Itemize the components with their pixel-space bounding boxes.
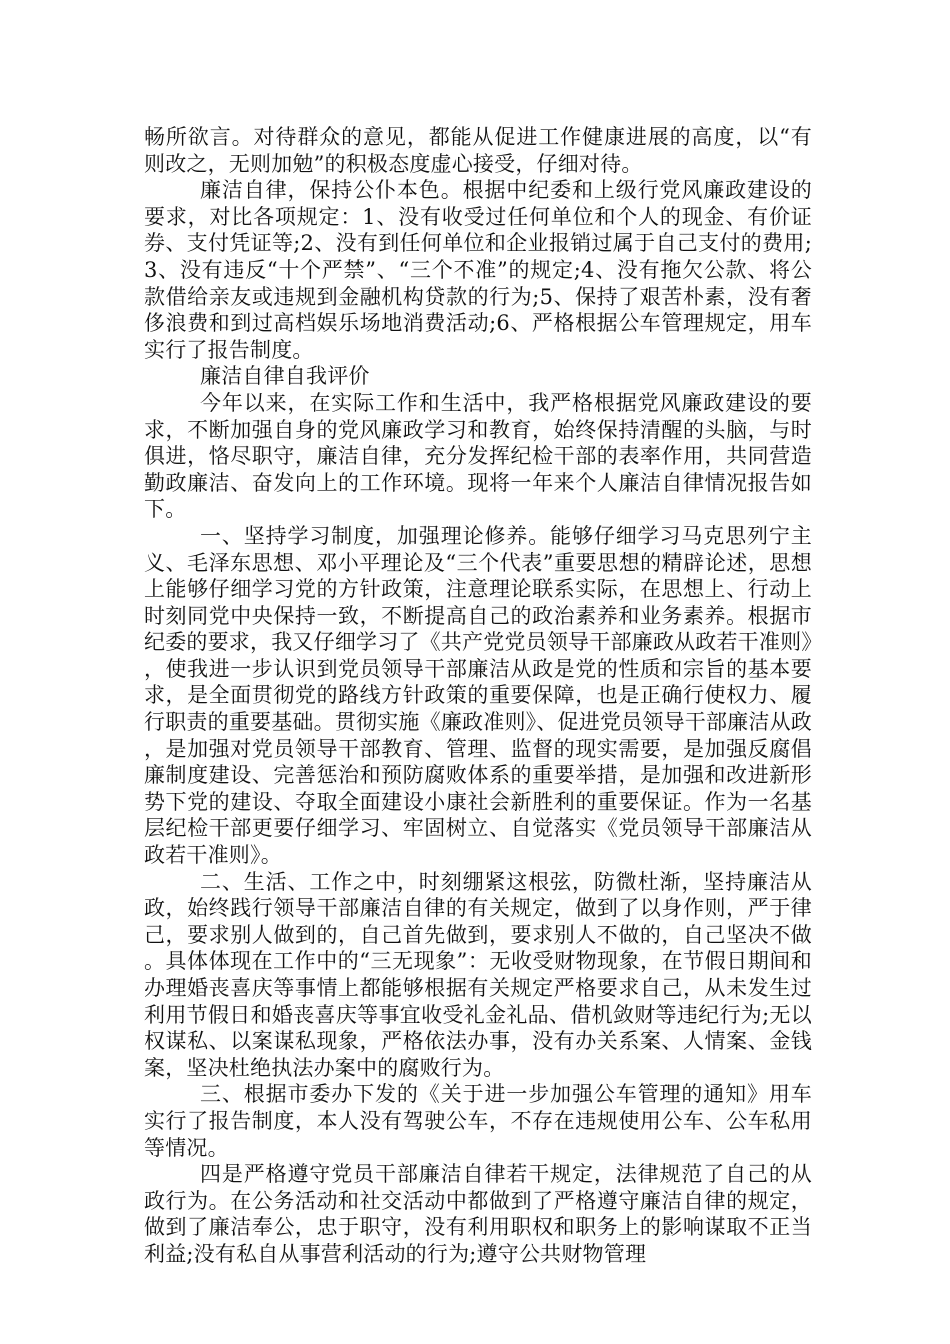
paragraph-continuation: 畅所欲言。对待群众的意见，都能从促进工作健康进展的高度，以“有则改之，无则加勉”的积极态度虚心接受，仔细对待。	[144, 125, 812, 176]
paragraph-integrity-self-discipline: 廉洁自律，保持公仆本色。根据中纪委和上级行党风廉政建设的要求，对比各项规定：1、没有收受过任何单位和个人的现金、有价证券、支付凭证等;2、没有到任何单位和企业报销过属于自己支付的费用;3、没有违反“十个严禁”、“三个不准”的规定;4、没有拖欠公款、将公款借给亲友或违规到金融机构贷款的行为;5、保持了艰苦朴素，没有奢侈浪费和到过高档娱乐场地消费活动;6、严格根据公车管理规定，用车实行了报告制度。	[144, 178, 812, 362]
section-heading: 廉洁自律自我评价	[200, 364, 370, 389]
paragraph-point-one: 一、坚持学习制度，加强理论修养。能够仔细学习马克思列宁主义、毛泽东思想、邓小平理论及“三个代表”重要思想的精辟论述，思想上能够仔细学习党的方针政策，注意理论联系实际，在思想上、行动上时刻同党中央保持一致，不断提高自己的政治素养和业务素养。根据市纪委的要求，我又仔细学习了《共产党党员领导干部廉政从政若干准则》，使我进一步认识到党员领导干部廉洁从政是党的性质和宗旨的基本要求，是全面贯彻党的路线方针政策的重要保障，也是正确行使权力、履行职责的重要基础。贯彻实施《廉政准则》、促进党员领导干部廉洁从政，是加强对党员领导干部教育、管理、监督的现实需要，是加强反腐倡廉制度建设、完善惩治和预防腐败体系的重要举措，是加强和改进新形势下党的建设、夺取全面建设小康社会新胜利的重要保证。作为一名基层纪检干部更要仔细学习、牢固树立、自觉落实《党员领导干部廉洁从政若干准则》。	[144, 523, 812, 868]
paragraph-point-three: 三、根据市委办下发的《关于进一步加强公车管理的通知》用车实行了报告制度，本人没有驾驶公车，不存在违规使用公车、公车私用等情况。	[144, 1082, 812, 1160]
paragraph-intro: 今年以来，在实际工作和生活中，我严格根据党风廉政建设的要求，不断加强自身的党风廉政学习和教育，始终保持清醒的头脑，与时俱进，恪尽职守，廉洁自律，充分发挥纪检干部的表率作用，共同营造勤政廉洁、奋发向上的工作环境。现将一年来个人廉洁自律情况报告如下。	[144, 390, 812, 522]
document-body	[144, 124, 812, 1268]
paragraph-point-four: 四是严格遵守党员干部廉洁自律若干规定，法律规范了自己的从政行为。在公务活动和社交活动中都做到了严格遵守廉洁自律的规定，做到了廉洁奉公，忠于职守，没有利用职权和职务上的影响谋取不正当利益;没有私自从事营利活动的行为;遵守公共财物管理	[144, 1162, 812, 1266]
paragraph-point-two: 二、生活、工作之中，时刻绷紧这根弦，防微杜渐，坚持廉洁从政，始终践行领导干部廉洁自律的有关规定，做到了以身作则，严于律己，要求别人做到的，自己首先做到，要求别人不做的，自己坚决不做。具体体现在工作中的“三无现象”：无收受财物现象，在节假日期间和办理婚丧喜庆等事情上都能够根据有关规定严格要求自己，从未发生过利用节假日和婚丧喜庆等事宜收受礼金礼品、借机敛财等违纪行为;无以权谋私、以案谋私现象，严格依法办事，没有办关系案、人情案、金钱案，坚决杜绝执法办案中的腐败行为。	[144, 869, 812, 1080]
